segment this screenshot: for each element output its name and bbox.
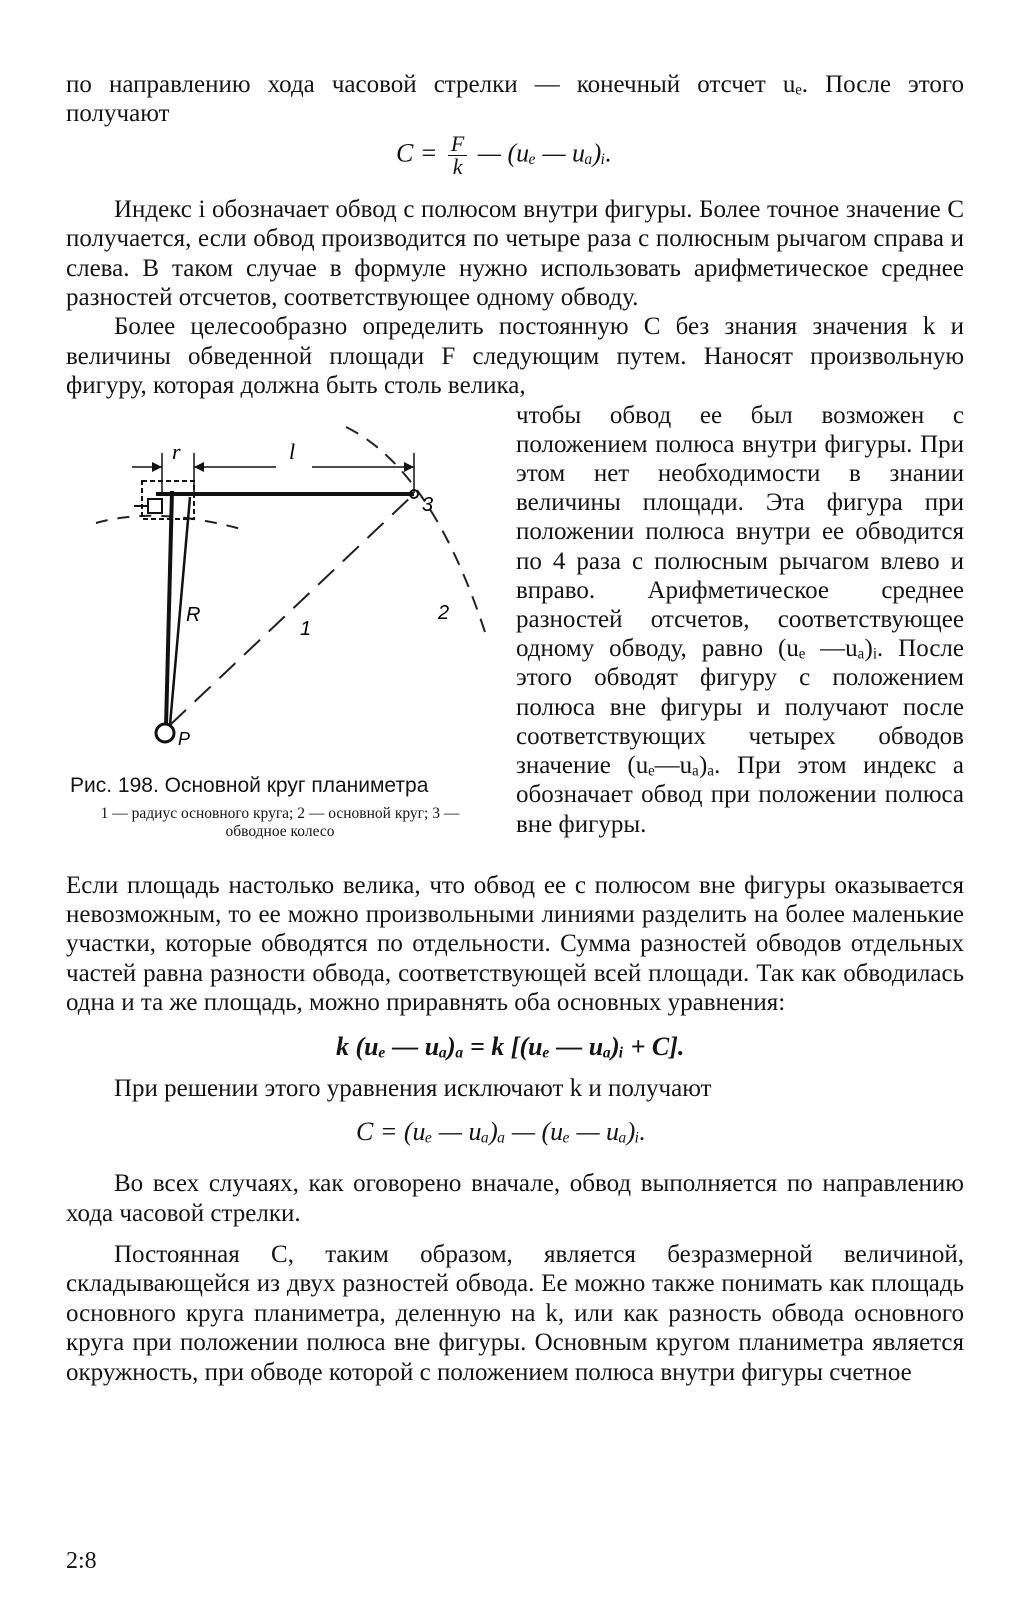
paragraph-3: Более целесообразно определить постоянную C без знания значения k и величины обведенной площади F следующим путем. Наносят произвольную фигуру, которая должна быть столь велика, bbox=[66, 313, 964, 400]
base-circle-arc bbox=[346, 427, 486, 651]
paragraph-4: Если площадь настолько велика, что обвод ее с полюсом вне фигуры оказывается невозможным, то ее можно произвольными линиями разделить на более маленькие участки, которые обводятся по отдельности. Сумма разностей обводов отдельных частей равна разности обвода, соответствующей всей площади. Так как обводилась одна и та же площадь, можно приравнять оба основных уравнения: bbox=[66, 871, 964, 1017]
formula-3: C = (uₑ — uₐ)ₐ — (uₑ — uₐ)ᵢ. bbox=[356, 1117, 646, 1147]
label-R: R bbox=[186, 603, 201, 626]
formula-2: k (uₑ — uₐ)ₐ = k [(uₑ — uₐ)ᵢ + C]. bbox=[336, 1031, 685, 1061]
label-2: 2 bbox=[438, 601, 450, 624]
paragraph-1: по направлению хода часовой стрелки — конечный отсчет uₑ. После этого получают bbox=[66, 71, 964, 128]
paragraph-6: Во всех случаях, как оговорено вначале, обвод выполняется по направлению хода часовой стрелки. bbox=[66, 1170, 964, 1227]
figure-caption: Рис. 198. Основной круг планиметра bbox=[70, 773, 429, 797]
page-body bbox=[66, 70, 964, 1387]
pole-arm-line bbox=[166, 491, 172, 727]
label-l: l bbox=[289, 438, 296, 464]
formula-1-lhs: C = bbox=[396, 138, 438, 168]
formula-1 bbox=[396, 130, 964, 183]
formula-1-numerator: F bbox=[448, 133, 467, 156]
label-r: r bbox=[172, 438, 181, 464]
formula-1-denominator: k bbox=[452, 153, 463, 179]
label-1: 1 bbox=[300, 617, 312, 640]
radius-line bbox=[170, 494, 414, 725]
figure-198 bbox=[66, 401, 496, 871]
paragraph-3-continued: чтобы обвод ее был возможен с положением полюса внутри фигуры. При этом нет необходимости в знании величины площади. Эта фигура при положении полюса внутри ее обводится по 4 раза с полюсным рычагом влево и вправо. Арифметическое среднее разностей отсчетов, соответствующее одному обводу, равно (uₑ —uₐ)ᵢ. После этого обводят фигуру с положением полюса вне фигуры и получают после соответствующих четырех обводов значение (uₑ—uₐ)ₐ. При этом индекс a обозначает обвод при положении полюса вне фигуры. bbox=[516, 401, 964, 838]
formula-1-rhs: — (uₑ — uₐ)ᵢ. bbox=[477, 138, 612, 168]
pole-point bbox=[156, 724, 174, 742]
paragraph-7: Постоянная C, таким образом, является безразмерной величиной, складывающейся из двух разностей обвода. Ее можно также понимать как площадь основного круга планиметра, деленную на k, или как разность обвода основного круга при положении полюса вне фигуры. Основным кругом планиметра является окружность, при обводе которой с положением полюса внутри фигуры счетное bbox=[66, 1240, 964, 1386]
paragraph-5: При решении этого уравнения исключают k и получают bbox=[114, 1074, 712, 1102]
label-3: 3 bbox=[422, 493, 434, 516]
dim-l-arrow-right bbox=[404, 462, 414, 472]
label-p: P bbox=[178, 728, 191, 749]
planimeter-diagram bbox=[76, 401, 486, 761]
figure-legend: 1 — радиус основного круга; 2 — основной круг; 3 — обводное колесо bbox=[100, 804, 460, 840]
base-circle-arc-left bbox=[96, 515, 241, 528]
carriage-box-inner bbox=[148, 499, 162, 513]
side-column bbox=[516, 401, 964, 839]
formula-1-fraction bbox=[448, 130, 467, 179]
page-number: 2:8 bbox=[66, 1548, 97, 1574]
paragraph-2: Индекс i обозначает обвод с полюсом внутри фигуры. Более точное значение C получается, если обвод производится по четыре раза с полюсным рычагом справа и слева. В таком случае в формуле нужно использовать арифметическое среднее разностей отсчетов, соответствующее одному обводу. bbox=[66, 195, 964, 312]
dim-r-arrow bbox=[152, 462, 162, 472]
figure-wrap-block bbox=[66, 401, 964, 871]
